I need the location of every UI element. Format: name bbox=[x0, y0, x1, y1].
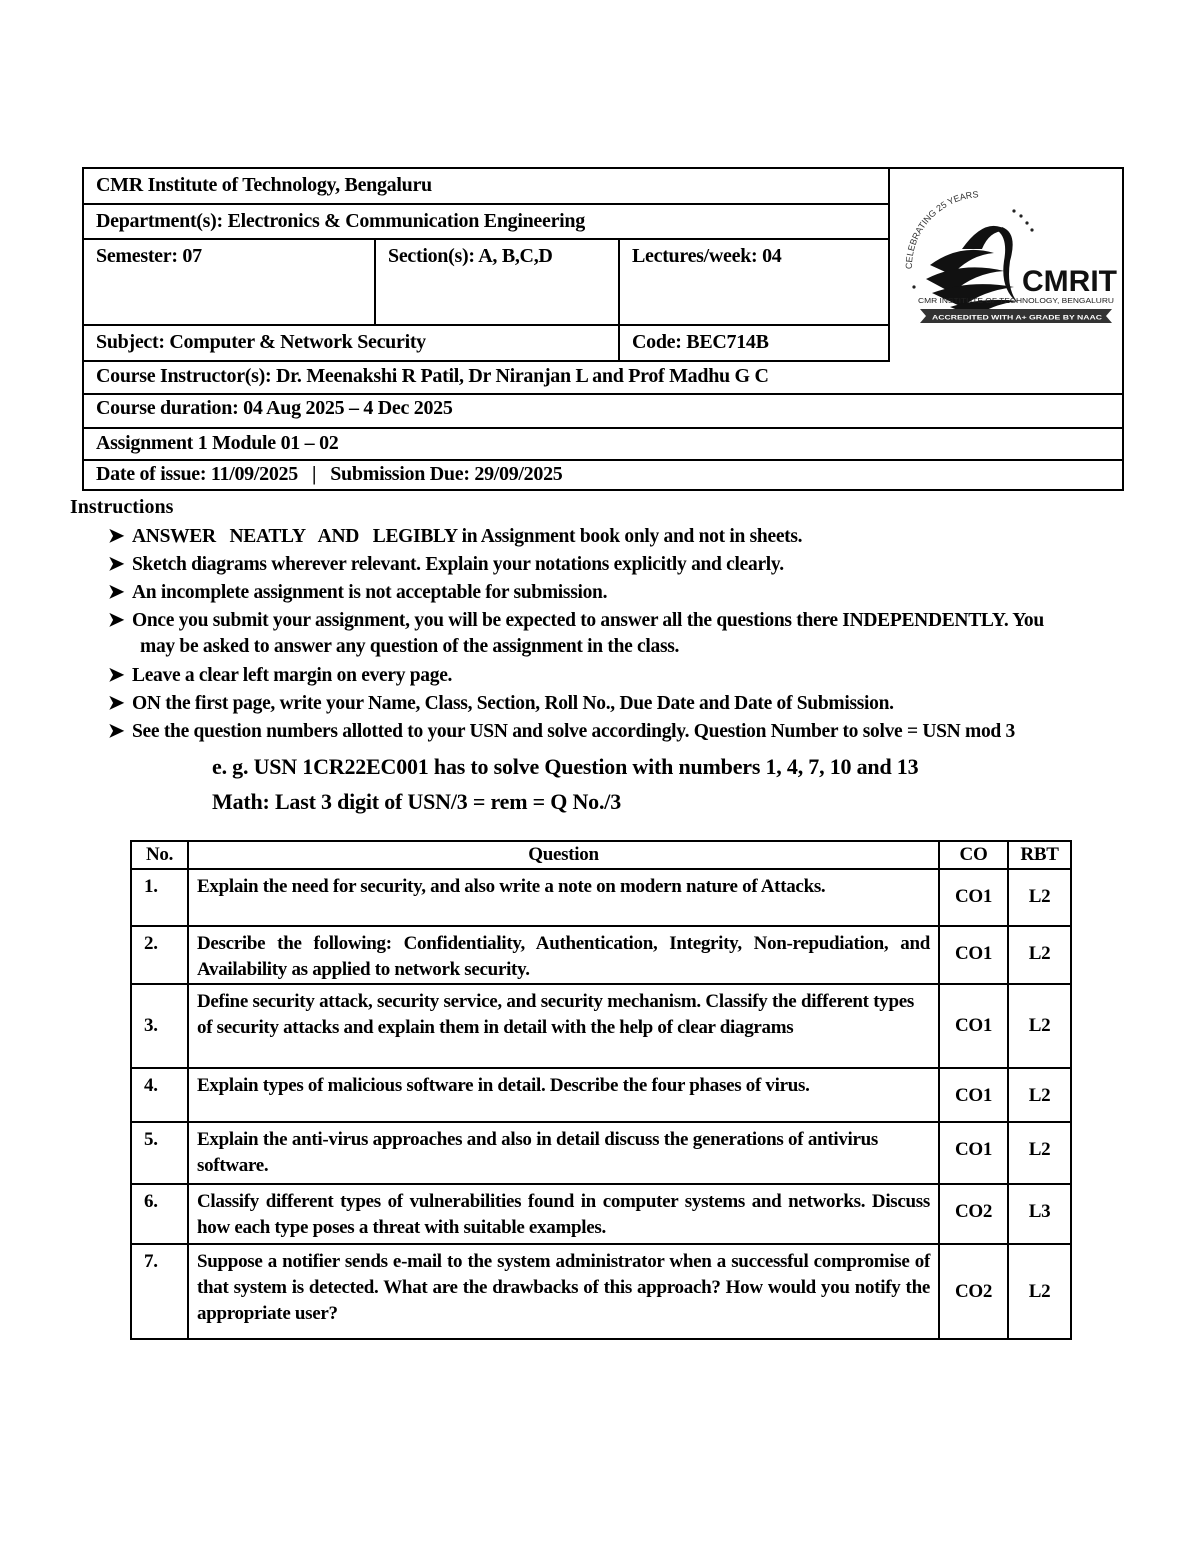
question-number: 1. bbox=[131, 869, 188, 926]
question-text: Explain the need for security, and also write a note on modern nature of Attacks. bbox=[188, 869, 939, 926]
question-number: 7. bbox=[131, 1244, 188, 1339]
institute-row bbox=[84, 169, 888, 205]
course-header bbox=[82, 167, 1124, 491]
usn-example: e. g. USN 1CR22EC001 has to solve Question with numbers 1, 4, 7, 10 and 13 bbox=[212, 754, 919, 779]
instruction-item: ➤ See the question numbers allotted to your USN and solve accordingly. Question Number to solve = USN mod 3 bbox=[108, 721, 1015, 742]
rbt-level: L3 bbox=[1008, 1184, 1071, 1244]
table-row bbox=[131, 1068, 1071, 1122]
assignment-row bbox=[84, 429, 1122, 461]
question-text: Define security attack, security service, and security mechanism. Classify the different types of security attacks and explain them in detail with the help of clear diagrams bbox=[188, 984, 939, 1068]
instruction-item: ➤ ANSWER NEATLY AND LEGIBLY in Assignment book only and not in sheets. bbox=[108, 526, 803, 547]
question-number: 4. bbox=[131, 1068, 188, 1122]
table-row bbox=[131, 926, 1071, 984]
question-number: 5. bbox=[131, 1122, 188, 1184]
table-row bbox=[131, 1122, 1071, 1184]
logo-arc-text: CELEBRATING 25 YEARS bbox=[903, 189, 979, 270]
dates-row bbox=[84, 461, 1122, 489]
cmrit-logo bbox=[890, 169, 1124, 359]
question-text: Classify different types of vulnerabilities found in computer systems and networks. Discuss how each type poses a threat with suitable examples. bbox=[188, 1184, 939, 1244]
rbt-level: L2 bbox=[1008, 1122, 1071, 1184]
arrow-bullet-icon: ➤ bbox=[108, 554, 125, 575]
assignment-title: Assignment 1 Module 01 – 02 bbox=[96, 432, 339, 454]
question-number: 2. bbox=[131, 926, 188, 984]
question-text: Explain the anti-virus approaches and also in detail discuss the generations of antivirus software. bbox=[188, 1122, 939, 1184]
instruction-item: ➤ Leave a clear left margin on every page. bbox=[108, 665, 453, 686]
semester-row bbox=[84, 240, 888, 326]
math-rule: Math: Last 3 digit of USN/3 = rem = Q No./3 bbox=[212, 789, 621, 814]
logo-name: CMRIT bbox=[1022, 265, 1117, 298]
issue-and-due-dates: Date of issue: 11/09/2025 | Submission Due: 29/09/2025 bbox=[96, 463, 563, 485]
table-row bbox=[131, 1184, 1071, 1244]
course-code: Code: BEC714B bbox=[632, 331, 769, 353]
logo-badge-text: ACCREDITED WITH A+ GRADE BY NAAC bbox=[932, 314, 1103, 322]
course-outcome: CO1 bbox=[939, 1122, 1008, 1184]
table-row bbox=[131, 984, 1071, 1068]
rbt-level: L2 bbox=[1008, 1244, 1071, 1339]
sections: Section(s): A, B,C,D bbox=[388, 245, 553, 267]
course-outcome: CO1 bbox=[939, 1068, 1008, 1122]
instruction-item: ➤ An incomplete assignment is not acceptable for submission. bbox=[108, 582, 608, 603]
table-row bbox=[131, 869, 1071, 926]
question-text: Describe the following: Confidentiality, Authentication, Integrity, Non-repudiation, and Availability as applied to network security. bbox=[188, 926, 939, 984]
arrow-bullet-icon: ➤ bbox=[108, 665, 125, 686]
rbt-level: L2 bbox=[1008, 869, 1071, 926]
semester: Semester: 07 bbox=[96, 245, 202, 267]
instructions-title: Instructions bbox=[70, 496, 174, 518]
course-duration: Course duration: 04 Aug 2025 – 4 Dec 2025 bbox=[96, 397, 453, 419]
rbt-level: L2 bbox=[1008, 1068, 1071, 1122]
arrow-bullet-icon: ➤ bbox=[108, 693, 125, 714]
logo-subtitle: CMR INSTITUTE OF TECHNOLOGY, BENGALURU bbox=[918, 298, 1114, 305]
subject-row bbox=[84, 326, 888, 362]
question-number: 3. bbox=[131, 984, 188, 1068]
table-header-row bbox=[131, 841, 1071, 869]
institute-name: CMR Institute of Technology, Bengaluru bbox=[96, 174, 432, 196]
instruction-item: ➤ Once you submit your assignment, you will be expected to answer all the questions there INDEPENDENTLY. You bbox=[108, 610, 1044, 631]
header-rbt: RBT bbox=[1008, 841, 1071, 869]
question-text: Explain types of malicious software in detail. Describe the four phases of virus. bbox=[188, 1068, 939, 1122]
question-text: Suppose a notifier sends e-mail to the system administrator when a successful compromise of that system is detected. What are the drawbacks of this approach? How would you notify the appropriate user? bbox=[188, 1244, 939, 1339]
instruction-item: ➤ ON the first page, write your Name, Class, Section, Roll No., Due Date and Date of Submission. bbox=[108, 693, 894, 714]
instructors: Course Instructor(s): Dr. Meenakshi R Patil, Dr Niranjan L and Prof Madhu G C bbox=[96, 365, 769, 387]
rbt-level: L2 bbox=[1008, 984, 1071, 1068]
instructor-row bbox=[84, 362, 1122, 395]
divider bbox=[374, 240, 376, 326]
duration-row bbox=[84, 395, 1122, 429]
course-outcome: CO1 bbox=[939, 984, 1008, 1068]
course-outcome: CO2 bbox=[939, 1184, 1008, 1244]
arrow-bullet-icon: ➤ bbox=[108, 526, 125, 547]
arrow-bullet-icon: ➤ bbox=[108, 610, 125, 631]
header-no: No. bbox=[131, 841, 188, 869]
arrow-bullet-icon: ➤ bbox=[108, 582, 125, 603]
course-outcome: CO1 bbox=[939, 869, 1008, 926]
lectures-per-week: Lectures/week: 04 bbox=[632, 245, 782, 267]
rbt-level: L2 bbox=[1008, 926, 1071, 984]
header-question: Question bbox=[188, 841, 939, 869]
question-table bbox=[130, 840, 1072, 1340]
header-co: CO bbox=[939, 841, 1008, 869]
arrow-bullet-icon: ➤ bbox=[108, 721, 125, 742]
instruction-continuation: may be asked to answer any question of the assignment in the class. bbox=[140, 636, 680, 657]
course-outcome: CO1 bbox=[939, 926, 1008, 984]
question-number: 6. bbox=[131, 1184, 188, 1244]
course-outcome: CO2 bbox=[939, 1244, 1008, 1339]
department-row bbox=[84, 205, 888, 240]
subject: Subject: Computer & Network Security bbox=[96, 331, 426, 353]
instruction-item: ➤ Sketch diagrams wherever relevant. Explain your notations explicitly and clearly. bbox=[108, 554, 784, 575]
department: Department(s): Electronics & Communication Engineering bbox=[96, 210, 585, 232]
table-row bbox=[131, 1244, 1071, 1339]
